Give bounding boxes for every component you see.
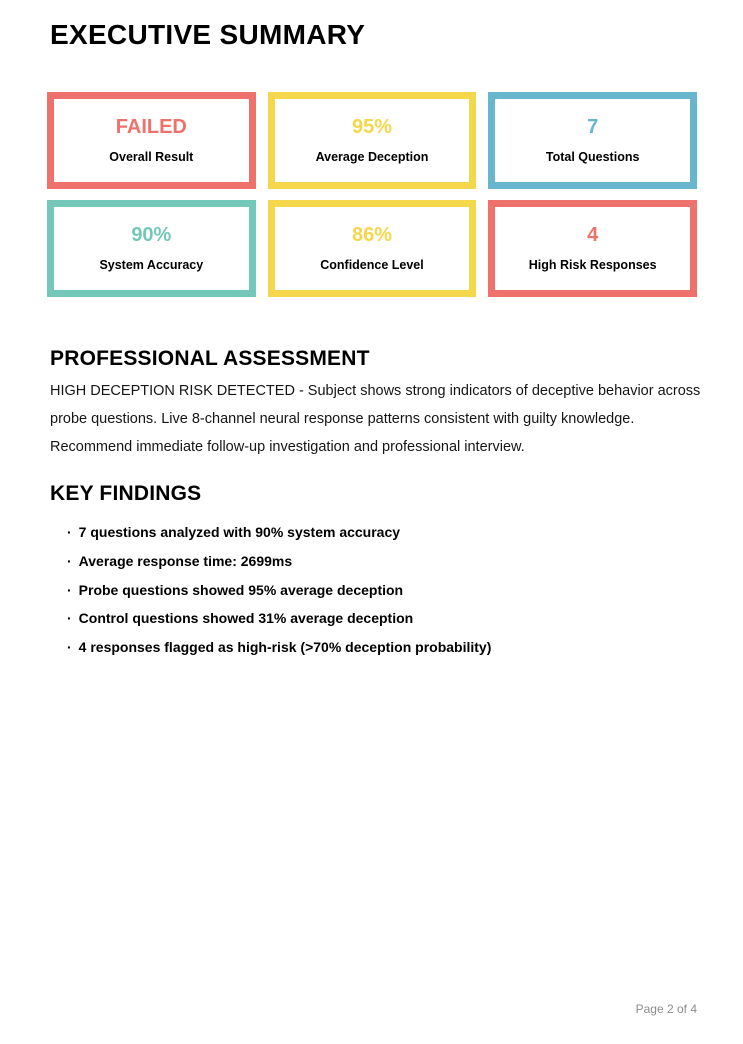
assessment-heading: PROFESSIONAL ASSESSMENT bbox=[50, 347, 370, 370]
metric-value: 4 bbox=[587, 224, 599, 247]
findings-list bbox=[67, 518, 491, 662]
metric-value: 95% bbox=[351, 116, 392, 139]
metric-card-high-risk-responses bbox=[488, 200, 697, 297]
metric-label: Total Questions bbox=[545, 150, 640, 165]
finding-item: · 7 questions analyzed with 90% system accuracy bbox=[67, 518, 491, 547]
metric-card-system-accuracy bbox=[47, 200, 256, 297]
metric-label: System Accuracy bbox=[99, 258, 204, 273]
page-title: EXECUTIVE SUMMARY bbox=[50, 19, 366, 50]
metric-label: Confidence Level bbox=[320, 258, 424, 273]
metric-value: 86% bbox=[351, 224, 392, 247]
metric-value: 7 bbox=[587, 116, 599, 139]
metric-value: 90% bbox=[131, 224, 172, 247]
metric-card-overall-result bbox=[47, 92, 256, 189]
metric-card-total-questions bbox=[488, 92, 697, 189]
finding-item: · Average response time: 2699ms bbox=[67, 547, 491, 576]
findings-heading: KEY FINDINGS bbox=[50, 482, 202, 505]
metric-card-average-deception bbox=[268, 92, 477, 189]
assessment-body-text: HIGH DECEPTION RISK DETECTED - Subject shows strong indicators of deceptive behavior across probe questions. Live 8-channel neural response patterns consistent with guilty knowledge. Recommend immediate follow-up investigation and professional interview. bbox=[50, 383, 701, 455]
metric-cards-grid bbox=[47, 92, 697, 297]
metric-value: FAILED bbox=[115, 116, 187, 139]
metric-card-confidence-level bbox=[268, 200, 477, 297]
metric-label: High Risk Responses bbox=[528, 258, 657, 273]
finding-item: · Probe questions showed 95% average deception bbox=[67, 576, 491, 605]
metric-label: Overall Result bbox=[109, 150, 194, 165]
finding-item: · Control questions showed 31% average deception bbox=[67, 604, 491, 633]
metric-label: Average Deception bbox=[315, 150, 429, 165]
page-number: Page 2 of 4 bbox=[635, 1002, 697, 1016]
finding-item: · 4 responses flagged as high-risk (>70% deception probability) bbox=[67, 633, 491, 662]
